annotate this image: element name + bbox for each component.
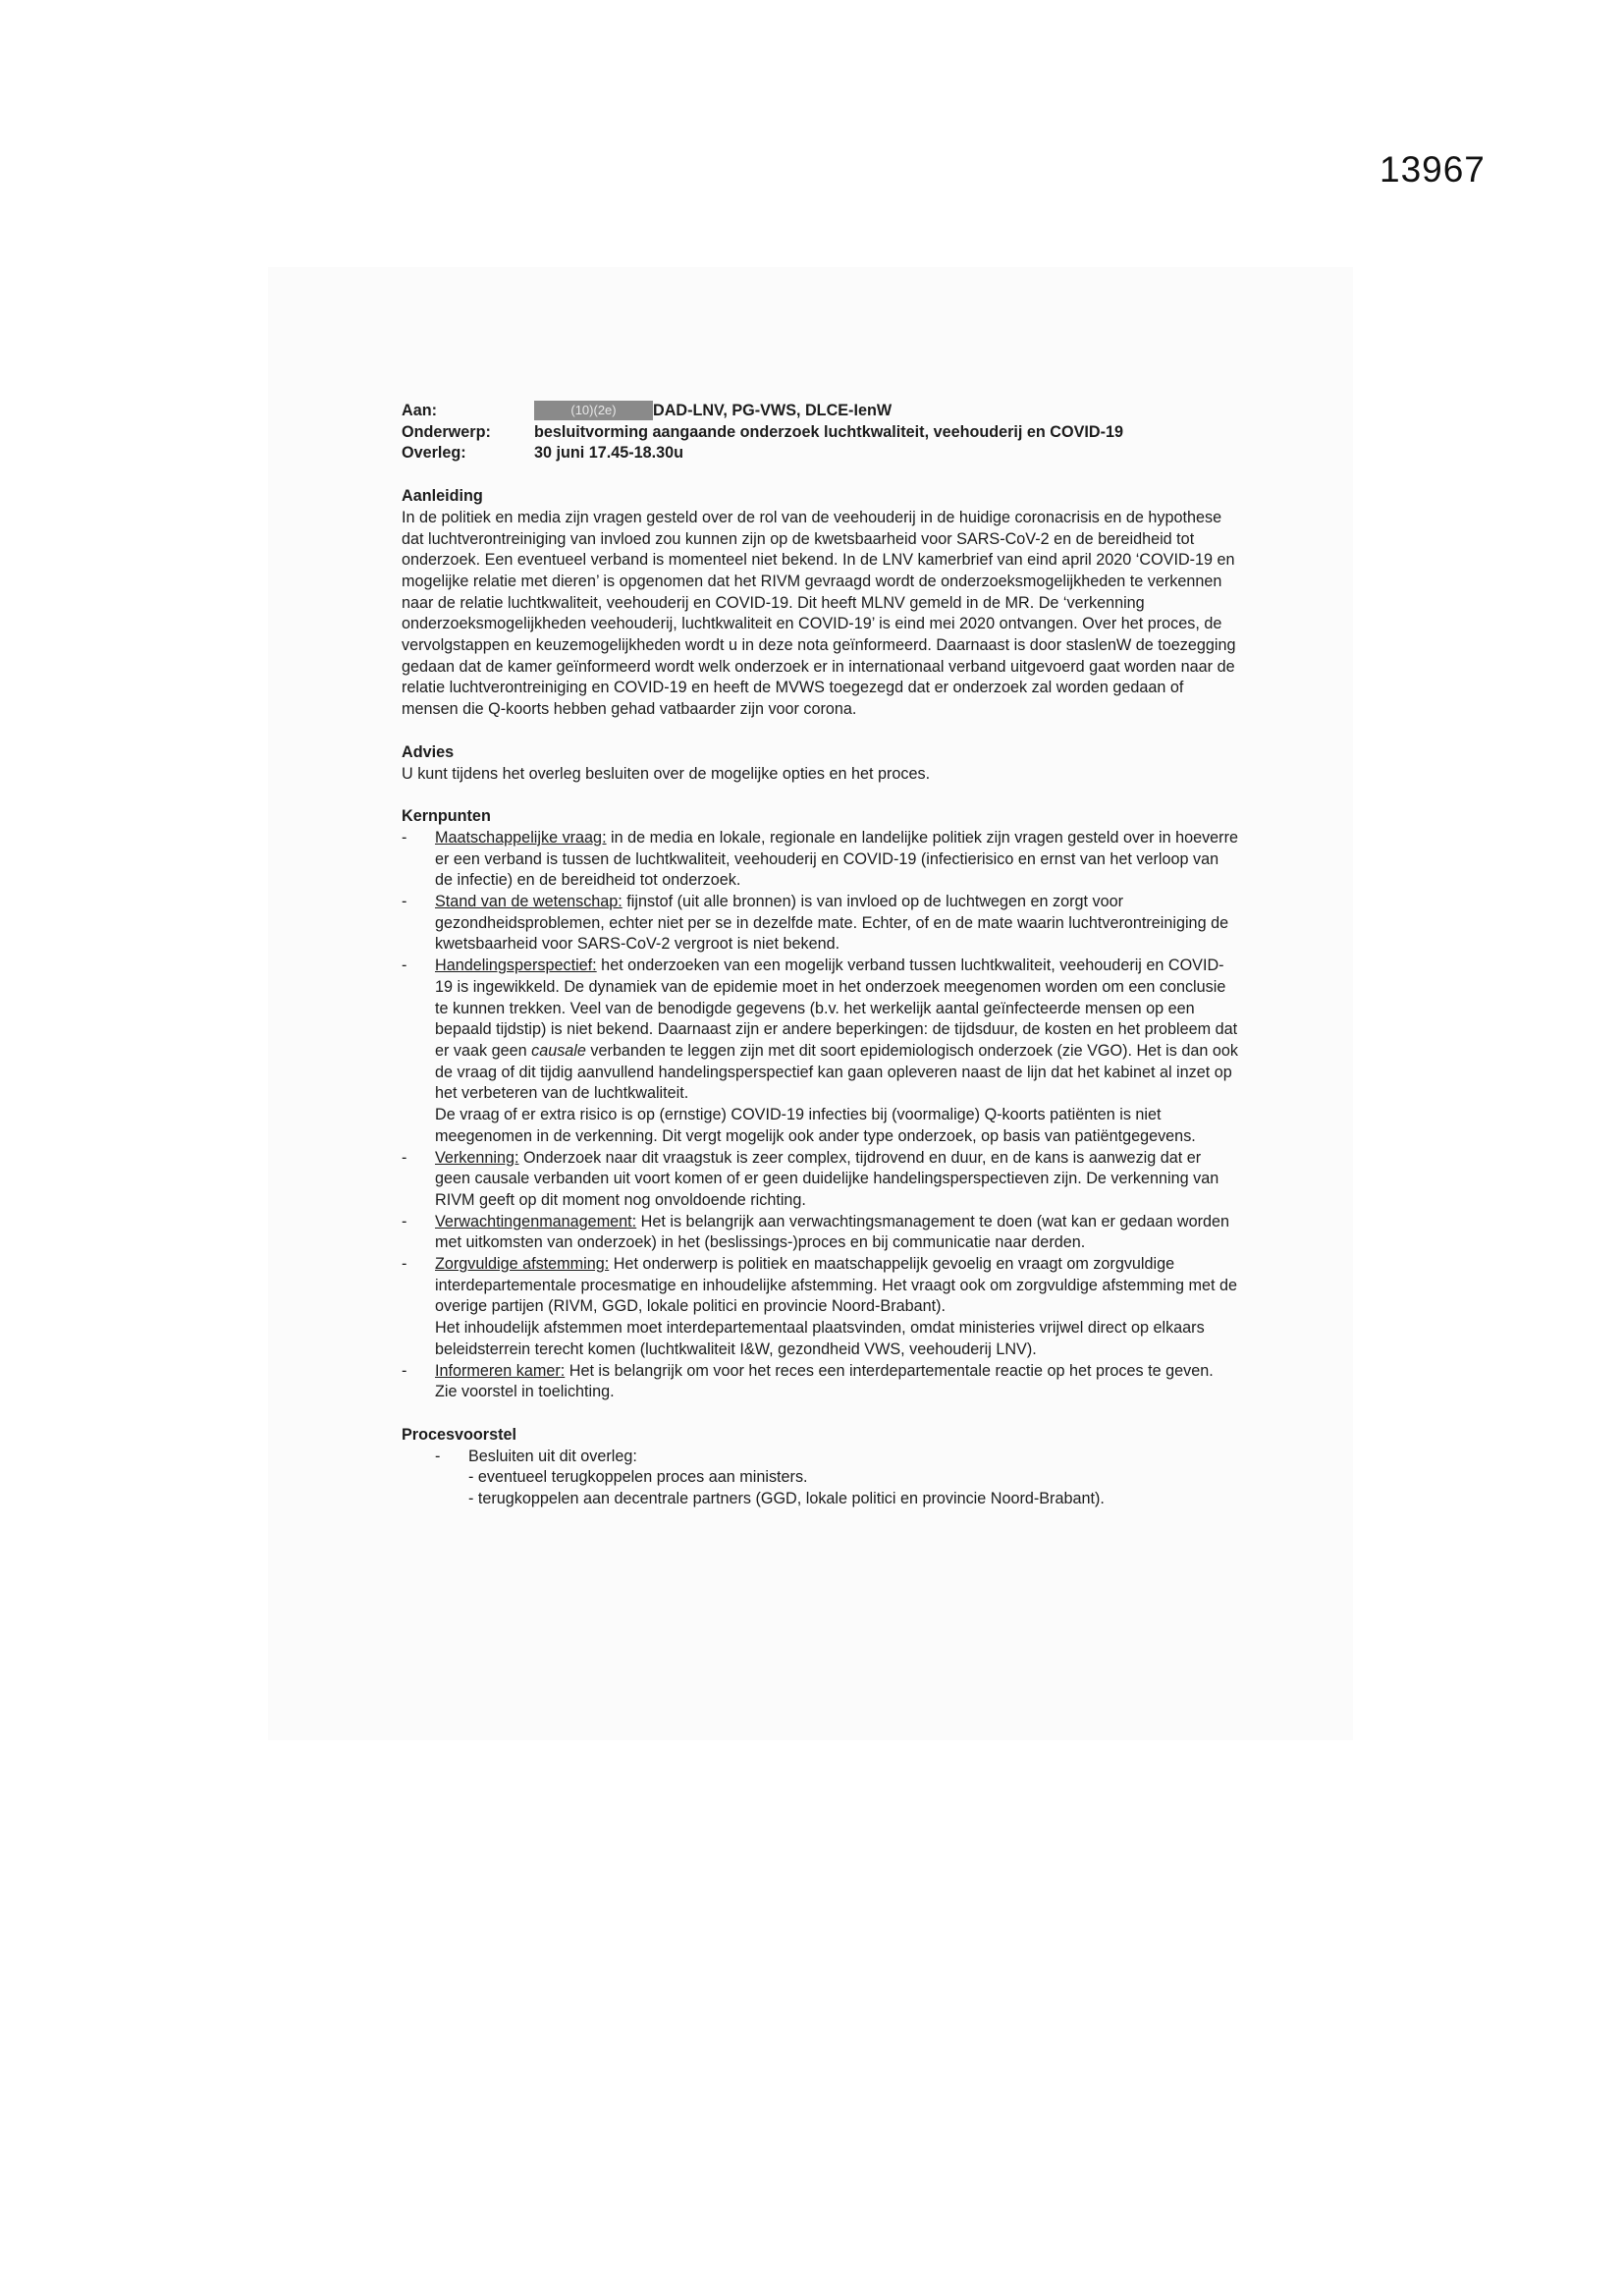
kernpunt-term: Verwachtingenmanagement:: [435, 1212, 637, 1230]
aan-label: Aan:: [402, 402, 437, 419]
bullet-dash: -: [402, 1255, 407, 1274]
header-onderwerp-row: [402, 422, 1238, 444]
kernpunt-text: [435, 956, 1238, 1105]
kernpunt-term: Informeren kamer:: [435, 1361, 566, 1380]
kernpunt-italic: causale: [531, 1041, 586, 1060]
procesvoorstel-heading: Procesvoorstel: [402, 1425, 516, 1444]
kernpunt-item: [402, 1254, 1238, 1318]
advies-heading: Advies: [402, 742, 455, 761]
onderwerp-label: Onderwerp:: [402, 422, 491, 441]
kernpunt-item: [402, 828, 1238, 892]
overleg-label: Overleg:: [402, 444, 466, 463]
page-number: 13967: [1380, 149, 1486, 190]
kernpunt-text: [435, 1361, 1238, 1403]
procesvoorstel-text: Besluiten uit dit overleg:: [468, 1447, 637, 1465]
aan-value-container: [534, 401, 1238, 422]
kernpunt-continuation: De vraag of er extra risico is op (ernstige) COVID-19 infecties bij (voormalige) Q-koorts patiënten is niet meegenomen in de verkenning. Dit vergt mogelijk ook ander type onderzoek, op basis van patiëntgegevens.: [435, 1106, 1196, 1145]
bullet-dash: -: [402, 893, 407, 911]
kernpunt-body: fijnstof (uit alle bronnen) is van invloed op de luchtwegen en zorgt voor gezondheidsproblemen, echter niet per se in dezelfde mate. Echter, of en de mate waarin luchtverontreiniging de kwetsbaarheid voor SARS-CoV-2 vergroot is niet bekend.: [435, 893, 1229, 954]
kernpunt-body: het onderzoeken van een mogelijk verband tussen luchtkwaliteit, veehouderij en COVID-19 is ingewikkeld. De dynamiek van de epidemie moet in het onderzoek meegenomen worden om een conclusie te kunnen trekken. Veel van de benodigde gegevens (b.v. het werkelijk aantal geïnfecteerde mensen op een bepaald tijdstip) is niet bekend. Daarnaast zijn er andere beperkingen: de tijdsduur, de kosten en het probleem dat er vaak geen: [435, 957, 1238, 1060]
kernpunt-term: Maatschappelijke vraag:: [435, 828, 607, 847]
kernpunt-body: in de media en lokale, regionale en landelijke politiek zijn vragen gesteld over in hoeverre er een verband is tussen de luchtkwaliteit, veehouderij en COVID-19 (infectierisico en ernst van het verloop van de infectie) en de bereidheid tot onderzoek.: [435, 828, 1238, 890]
bullet-dash: -: [435, 1447, 441, 1465]
kernpunt-term: Verkenning:: [435, 1148, 519, 1167]
kernpunt-text: [435, 1212, 1238, 1254]
header-overleg-row: [402, 443, 1238, 465]
bullet-dash: -: [402, 1361, 407, 1380]
kernpunt-body-after: verbanden te leggen zijn met dit soort epidemiologisch onderzoek (zie VGO). Het is dan ook de vraag of dit tijdig aanvullend handelingsperspectief kan gaan opleveren naast de lijn dat het kabinet al inzet op het verbeteren van de luchtkwaliteit.: [435, 1041, 1238, 1103]
procesvoorstel-item: [402, 1447, 1238, 1468]
redaction-block: (10)(2e): [534, 401, 653, 420]
kernpunt-text: [435, 1254, 1238, 1318]
memo-document: [402, 401, 1238, 1510]
procesvoorstel-subitem: - eventueel terugkoppelen proces aan ministers.: [468, 1468, 808, 1487]
kernpunt-continuation: Het inhoudelijk afstemmen moet interdepartementaal plaatsvinden, omdat ministeries vrijwel direct op elkaars beleidsterrein terecht komen (luchtkwaliteit I&W, gezondheid VWS, veehouderij LNV).: [435, 1319, 1205, 1358]
kernpunt-term: Zorgvuldige afstemming:: [435, 1255, 610, 1274]
overleg-value: 30 juni 17.45-18.30u: [534, 444, 684, 463]
kernpunt-item: [402, 956, 1238, 1105]
kernpunten-heading: Kernpunten: [402, 807, 491, 826]
kernpunt-item: [402, 1148, 1238, 1212]
kernpunt-text: [435, 828, 1238, 892]
kernpunt-term: Handelingsperspectief:: [435, 957, 597, 975]
aanleiding-body: In de politiek en media zijn vragen gesteld over de rol van de veehouderij in de huidige coronacrisis en de hypothese dat luchtverontreiniging van invloed zou kunnen zijn op de kwetsbaarheid voor SARS-CoV-2 en de bereidheid tot onderzoek. Een eventueel verband is momenteel niet bekend. In de LNV kamerbrief van eind april 2020 ‘COVID-19 en mogelijke relatie met dieren’ is opgenomen dat het RIVM gevraagd wordt de onderzoeksmogelijkheden te verkennen naar de relatie luchtkwaliteit, veehouderij en COVID-19. Dit heeft MLNV gemeld in de MR. De ‘verkenning onderzoeksmogelijkheden veehouderij, luchtkwaliteit en COVID-19’ is eind mei 2020 ontvangen. Over het proces, de vervolgstappen en keuzemogelijkheden wordt u in deze nota geïnformeerd. Daarnaast is door staslenW de toezegging gedaan dat de kamer geïnformeerd wordt welk onderzoek er in internationaal verband uitgevoerd gaat worden naar de relatie luchtverontreiniging en COVID-19 en heeft de MVWS toegezegd dat er onderzoek zal worden gedaan of mensen die Q-koorts hebben gehad vatbaarder zijn voor corona.: [402, 508, 1236, 719]
bullet-dash: -: [402, 957, 407, 975]
kernpunt-body: Het is belangrijk aan verwachtingsmanagement te doen (wat kan er gedaan worden met uitkomsten van onderzoek) in het (beslissings-)proces en bij communicatie naar derden.: [435, 1212, 1229, 1252]
bullet-dash: -: [402, 828, 407, 847]
kernpunt-body: Onderzoek naar dit vraagstuk is zeer complex, tijdrovend en duur, en de kans is aanwezig dat er geen causale verbanden uit voort komen of er geen duidelijke handelingsperspectieven zijn. De verkenning van RIVM geeft op dit moment nog onvoldoende richting.: [435, 1148, 1219, 1209]
kernpunt-body: Het is belangrijk om voor het reces een interdepartementale reactie op het proces te geven. Zie voorstel in toelichting.: [435, 1361, 1214, 1401]
kernpunt-body: Het onderwerp is politiek en maatschappelijk gevoelig en vraagt om zorgvuldige interdepartementale procesmatige en inhoudelijke afstemming. Het vraagt ook om zorgvuldige afstemming met de overige partijen (RIVM, GGD, lokale politici en provincie Noord-Brabant).: [435, 1255, 1237, 1316]
header-aan-row: [402, 401, 1238, 422]
bullet-dash: -: [402, 1148, 407, 1167]
aan-value: DAD-LNV, PG-VWS, DLCE-IenW: [653, 402, 893, 419]
aanleiding-heading: Aanleiding: [402, 487, 483, 506]
kernpunt-text: [435, 892, 1238, 956]
kernpunt-item: [402, 892, 1238, 956]
procesvoorstel-subitem: - terugkoppelen aan decentrale partners (GGD, lokale politici en provincie Noord-Brabant).: [468, 1490, 1105, 1508]
advies-body: U kunt tijdens het overleg besluiten over de mogelijke opties en het proces.: [402, 764, 931, 783]
kernpunt-term: Stand van de wetenschap:: [435, 893, 623, 911]
kernpunt-item: [402, 1212, 1238, 1254]
kernpunt-text: [435, 1148, 1238, 1212]
kernpunt-item: [402, 1361, 1238, 1403]
onderwerp-value: besluitvorming aangaande onderzoek luchtkwaliteit, veehouderij en COVID-19: [534, 422, 1123, 441]
bullet-dash: -: [402, 1212, 407, 1230]
